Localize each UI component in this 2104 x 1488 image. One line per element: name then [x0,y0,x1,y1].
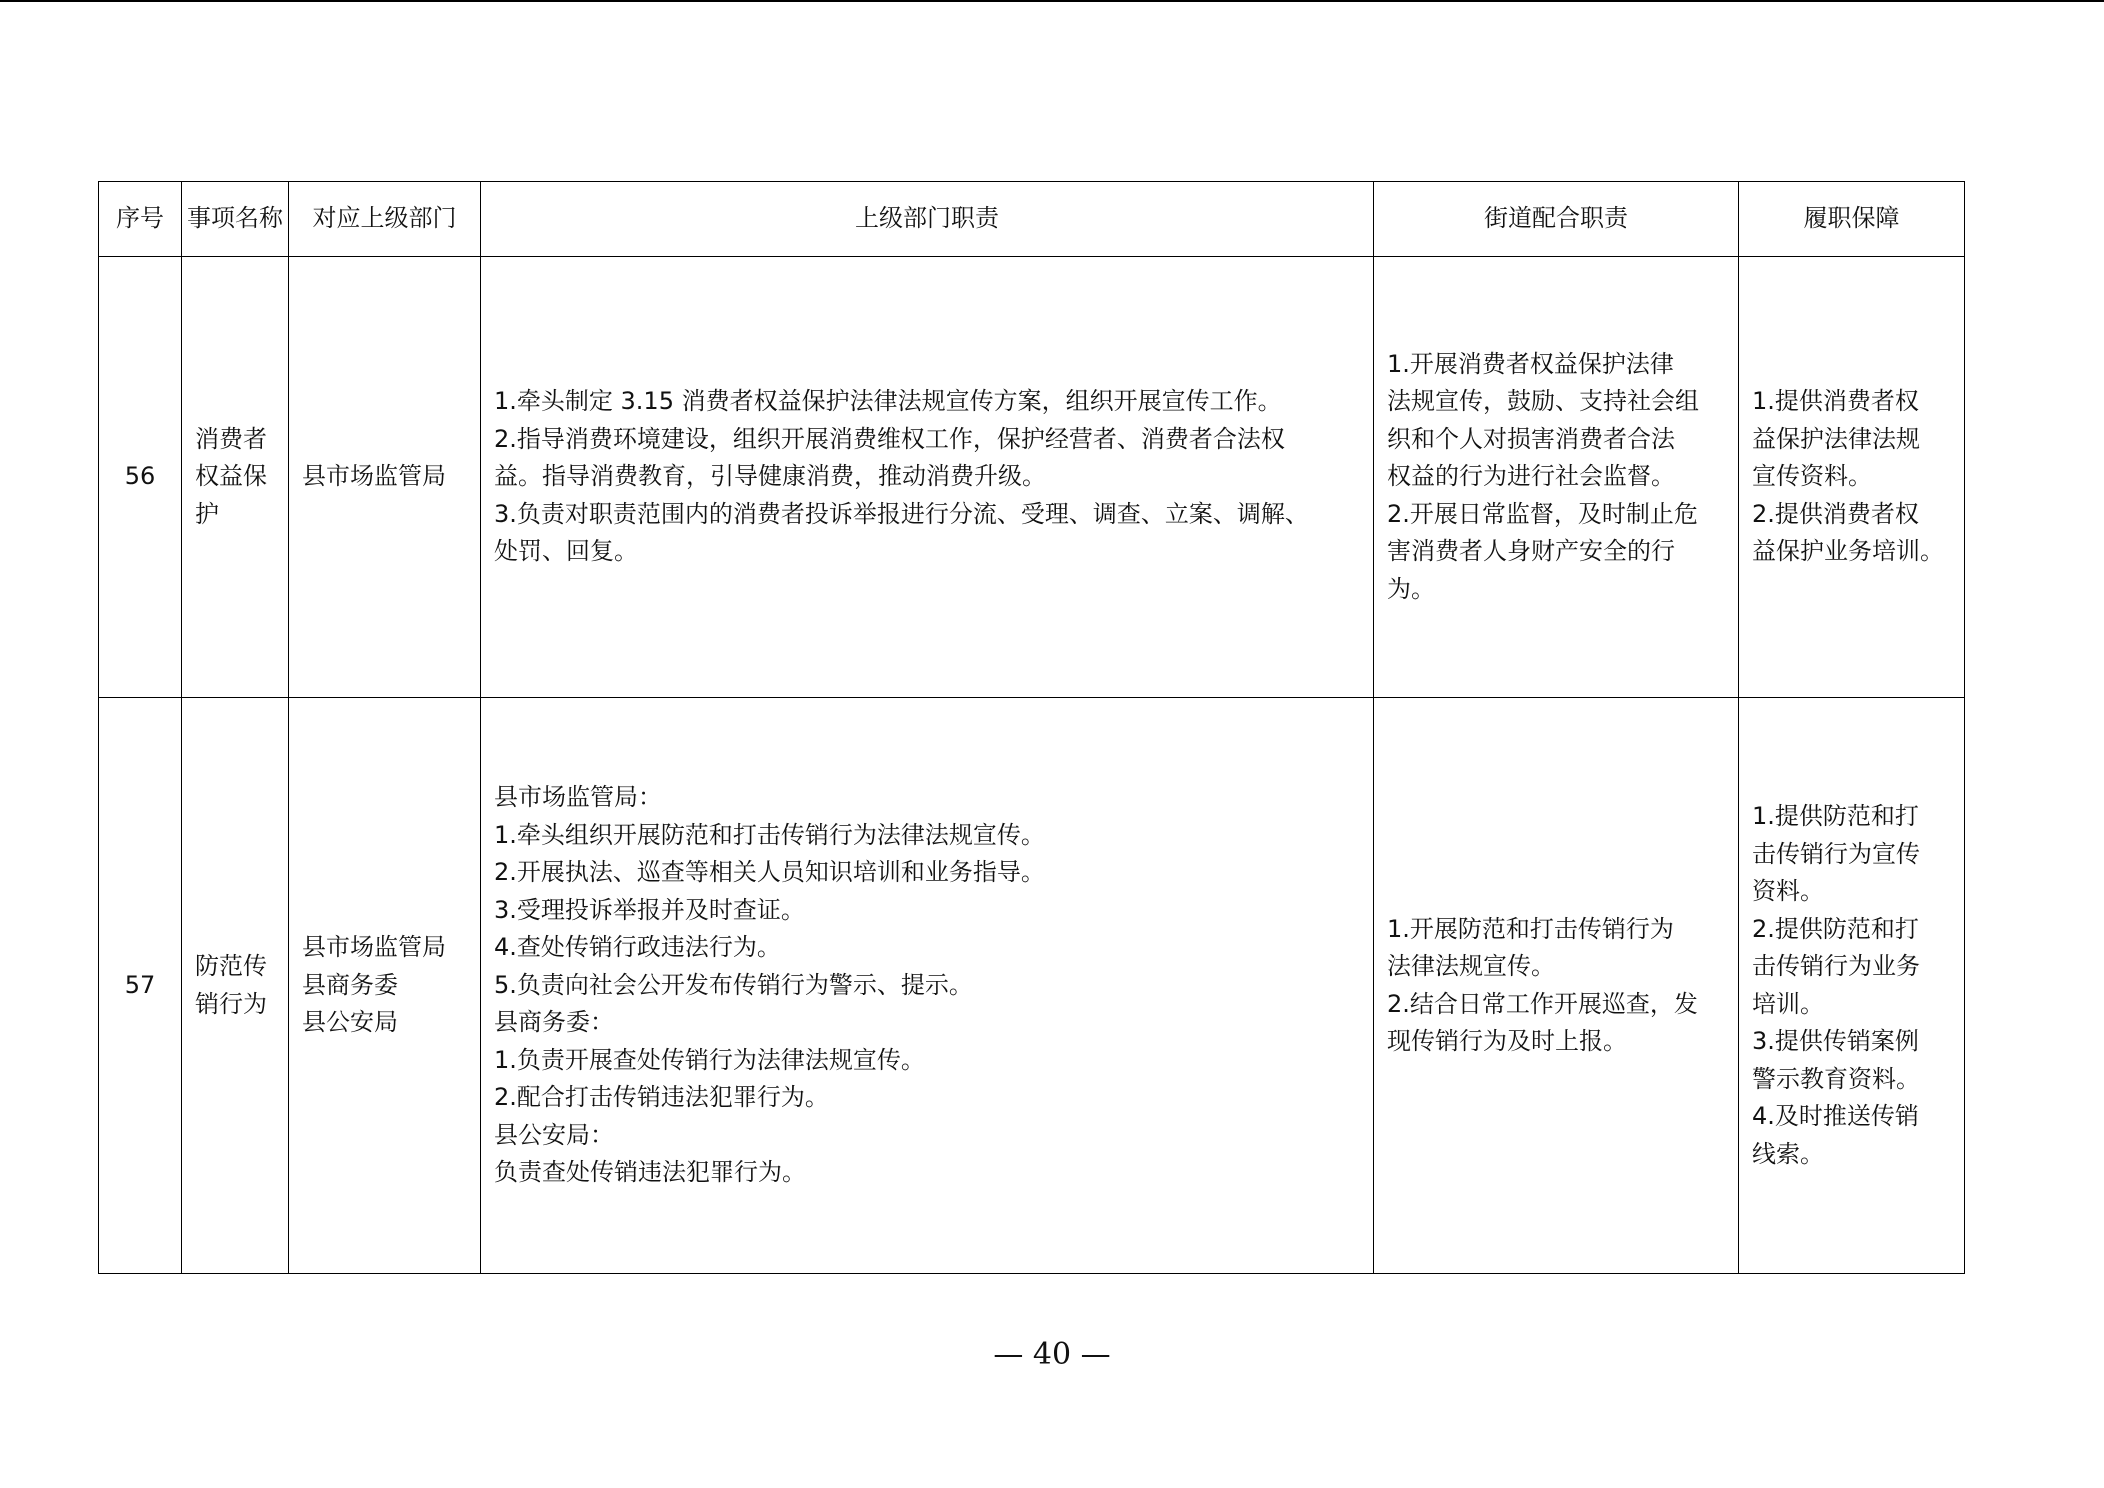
table-row [99,257,1965,698]
header-street-duties [1374,182,1739,257]
cell-line: 县市场监管局： [494,783,662,812]
cell-line: 1.开展防范和打击传销行为 [1387,914,1674,943]
cell-line: 2.提供消费者权 [1752,499,1919,528]
cell-line: 4.查处传销行政违法行为。 [494,933,781,962]
cell-line: 3.负责对职责范围内的消费者投诉举报进行分流、受理、调查、立案、调解、 [494,499,1309,528]
cell-line: 1.牵头组织开展防范和打击传销行为法律法规宣传。 [494,820,1045,849]
cell-line: 织和个人对损害消费者合法 [1387,424,1675,453]
cell-line: 资料。 [1752,877,1824,905]
row-serial-number: 56 [99,257,182,698]
header-row [99,182,1965,257]
cell-line: 1.牵头制定 3.15 消费者权益保护法律法规宣传方案，组织开展宣传工作。 [494,387,1282,416]
cell-line: 3.受理投诉举报并及时查证。 [494,895,805,924]
cell-line: 1.开展消费者权益保护法律 [1387,349,1674,378]
cell-line: 2.配合打击传销违法犯罪行为。 [494,1083,829,1112]
cell-line: 现传销行为及时上报。 [1387,1027,1627,1055]
cell-line: 防范传 [195,952,267,980]
cell-line: 2.开展日常监督，及时制止危 [1387,499,1698,528]
cell-line: 县公安局： [494,1120,614,1149]
cell-line: 1.提供消费者权 [1752,387,1919,416]
cell-line: 益保护法律法规 [1752,424,1920,453]
row-street-duties [1374,257,1739,698]
cell-line: 法规宣传，鼓励、支持社会组 [1387,387,1699,416]
cell-line: 击传销行为业务 [1752,952,1920,980]
duty-table [98,181,1965,1274]
row-guarantee [1739,257,1965,698]
cell-line: 警示教育资料。 [1752,1064,1920,1093]
row-item-name [182,698,289,1274]
cell-line: 1.负责开展查处传销行为法律法规宣传。 [494,1045,925,1074]
cell-line: 培训。 [1752,989,1824,1018]
cell-line: 4.及时推送传销 [1752,1102,1919,1130]
header-superior-department [289,182,481,257]
cell-line: 部门 [408,204,457,233]
cell-line: 县公安局 [302,1008,398,1037]
cell-line: 2.结合日常工作开展巡查，发 [1387,989,1698,1018]
cell-line: 负责查处传销违法犯罪行为。 [494,1158,806,1187]
cell-line: 县市场监管局 [302,933,446,962]
header-superior-duties [481,182,1374,257]
cell-line: 名称 [235,204,283,233]
cell-line: 履职保障 [1803,204,1900,233]
cell-line: 3.提供传销案例 [1752,1027,1919,1055]
cell-line: 线索。 [1752,1139,1824,1168]
row-item-name [182,257,289,698]
cell-line: 益保护业务培训。 [1752,537,1944,566]
cell-line: 害消费者人身财产安全的行 [1387,537,1675,566]
row-superior-department [289,698,481,1274]
cell-line: 击传销行为宣传 [1752,839,1920,868]
table-row [99,698,1965,1274]
cell-line: 1.提供防范和打 [1752,802,1919,830]
cell-line: 宣传资料。 [1752,462,1872,491]
cell-line: 为。 [1387,574,1435,603]
table-header [99,182,1965,257]
cell-line: 2.提供防范和打 [1752,914,1919,943]
cell-line: 权益的行为进行社会监督。 [1387,462,1675,491]
cell-line: 县商务委 [302,970,398,999]
row-street-duties [1374,698,1739,1274]
cell-line: 县市场监管局 [302,462,446,491]
header-serial-number [99,182,182,257]
cell-line: 处罚、回复。 [494,537,638,566]
table-body [99,257,1965,1274]
top-border-line [0,0,2104,2]
cell-line: 护 [195,499,219,528]
row-serial-number: 57 [99,698,182,1274]
row-guarantee [1739,698,1965,1274]
cell-line: 法律法规宣传。 [1387,952,1555,980]
row-superior-department [289,257,481,698]
page-number: — 40 — [993,1337,1111,1372]
cell-line: 县商务委： [494,1008,614,1037]
cell-line: 销行为 [195,989,267,1018]
row-superior-duties [481,698,1374,1274]
cell-line: 上级部门职责 [855,204,999,233]
cell-line: 益。指导消费教育，引导健康消费，推动消费升级。 [494,462,1046,491]
cell-line: 事项 [187,204,235,233]
cell-line: 街道配合职责 [1484,204,1628,233]
cell-line: 2.指导消费环境建设，组织开展消费维权工作，保护经营者、消费者合法权 [494,424,1285,453]
cell-line: 消费者 [195,424,267,453]
cell-line: 序号 [116,204,164,233]
cell-line: 2.开展执法、巡查等相关人员知识培训和业务指导。 [494,858,1045,887]
row-superior-duties [481,257,1374,698]
header-guarantee [1739,182,1965,257]
cell-line: 5.负责向社会公开发布传销行为警示、提示。 [494,970,973,999]
cell-line: 权益保 [195,462,267,491]
header-item-name [182,182,289,257]
cell-line: 对应上级 [312,204,409,233]
